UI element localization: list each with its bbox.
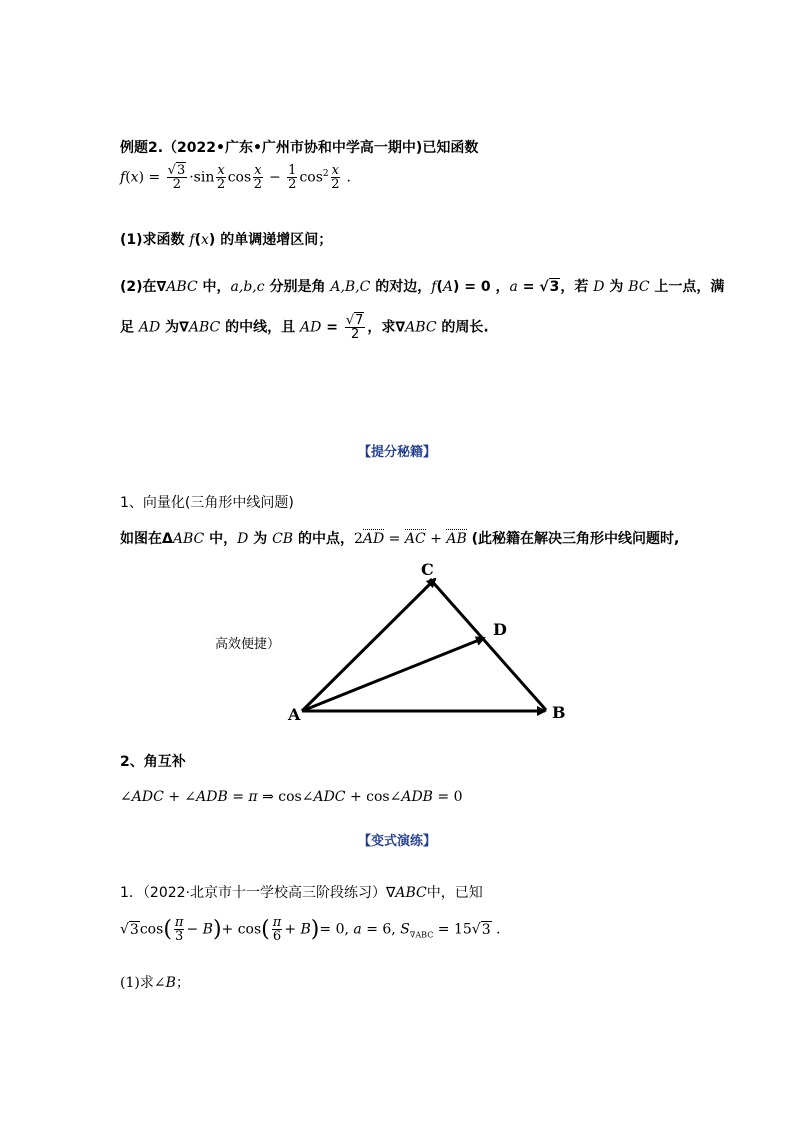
label-a: A — [288, 705, 301, 724]
practice-q1-line1: 1．（2022·北京市十一学校高三阶段练习）∇ABC中，已知 — [120, 885, 483, 901]
label-d: D — [493, 620, 507, 639]
triangle-figure — [280, 555, 580, 730]
tips-item1-text: 如图在ΔABC 中，D 为 CB 的中点，2AD = AC + AB (此秘籍在解决三角形中线问题时, — [120, 531, 680, 547]
example-heading: 例题2.（2022•广东•广州市协和中学高一期中)已知函数 — [120, 140, 479, 156]
tips-item2-formula: ∠ADC + ∠ADB = π ⇒ cos∠ADC + cos∠ADB = 0 — [120, 789, 463, 805]
example-formula: f(x) = $\frac{√3}{2}$ ·sin $\frac{x}{2}$ cos $\frac{x}{2}$ − $\frac{1}{2}$ $\cos^2$ $\frac{x}{2}$ . — [120, 163, 351, 192]
practice-q1-formula: √3cos( $\frac{\pi}{3}$ − B)+ cos( $\frac{\pi}{6}$ + B)= 0, a = 6, $S_{\nabla ABC} = 15√3$ . — [120, 915, 501, 944]
segment-cb — [430, 579, 546, 710]
example-part2-line2: 足 AD 为∇ABC 的中线，且 AD = $\frac{√7}{2}$ ，求∇ABC 的周长. — [120, 313, 489, 342]
label-c: C — [421, 560, 434, 579]
tips-title: 【提分秘籍】 — [358, 445, 437, 460]
tips-item1: 1、向量化(三角形中线问题) — [120, 495, 294, 511]
figure-caption: 高效便捷） — [215, 637, 281, 652]
segment-ac — [302, 579, 435, 711]
example-part1: (1)求函数 f(x) 的单调递增区间； — [120, 232, 333, 248]
practice-q1-part1: (1)求∠B； — [120, 975, 190, 991]
tips-item2: 2、角互补 — [120, 754, 186, 770]
label-b: B — [552, 703, 566, 722]
segment-ad — [302, 638, 484, 711]
example-part2-line1: (2)在∇ABC 中，a,b,c 分别是角 A,B,C 的对边，f(A) = 0 ，a = √3，若 D 为 BC 上一点，满 — [120, 279, 725, 295]
practice-title: 【变式演练】 — [358, 834, 437, 849]
